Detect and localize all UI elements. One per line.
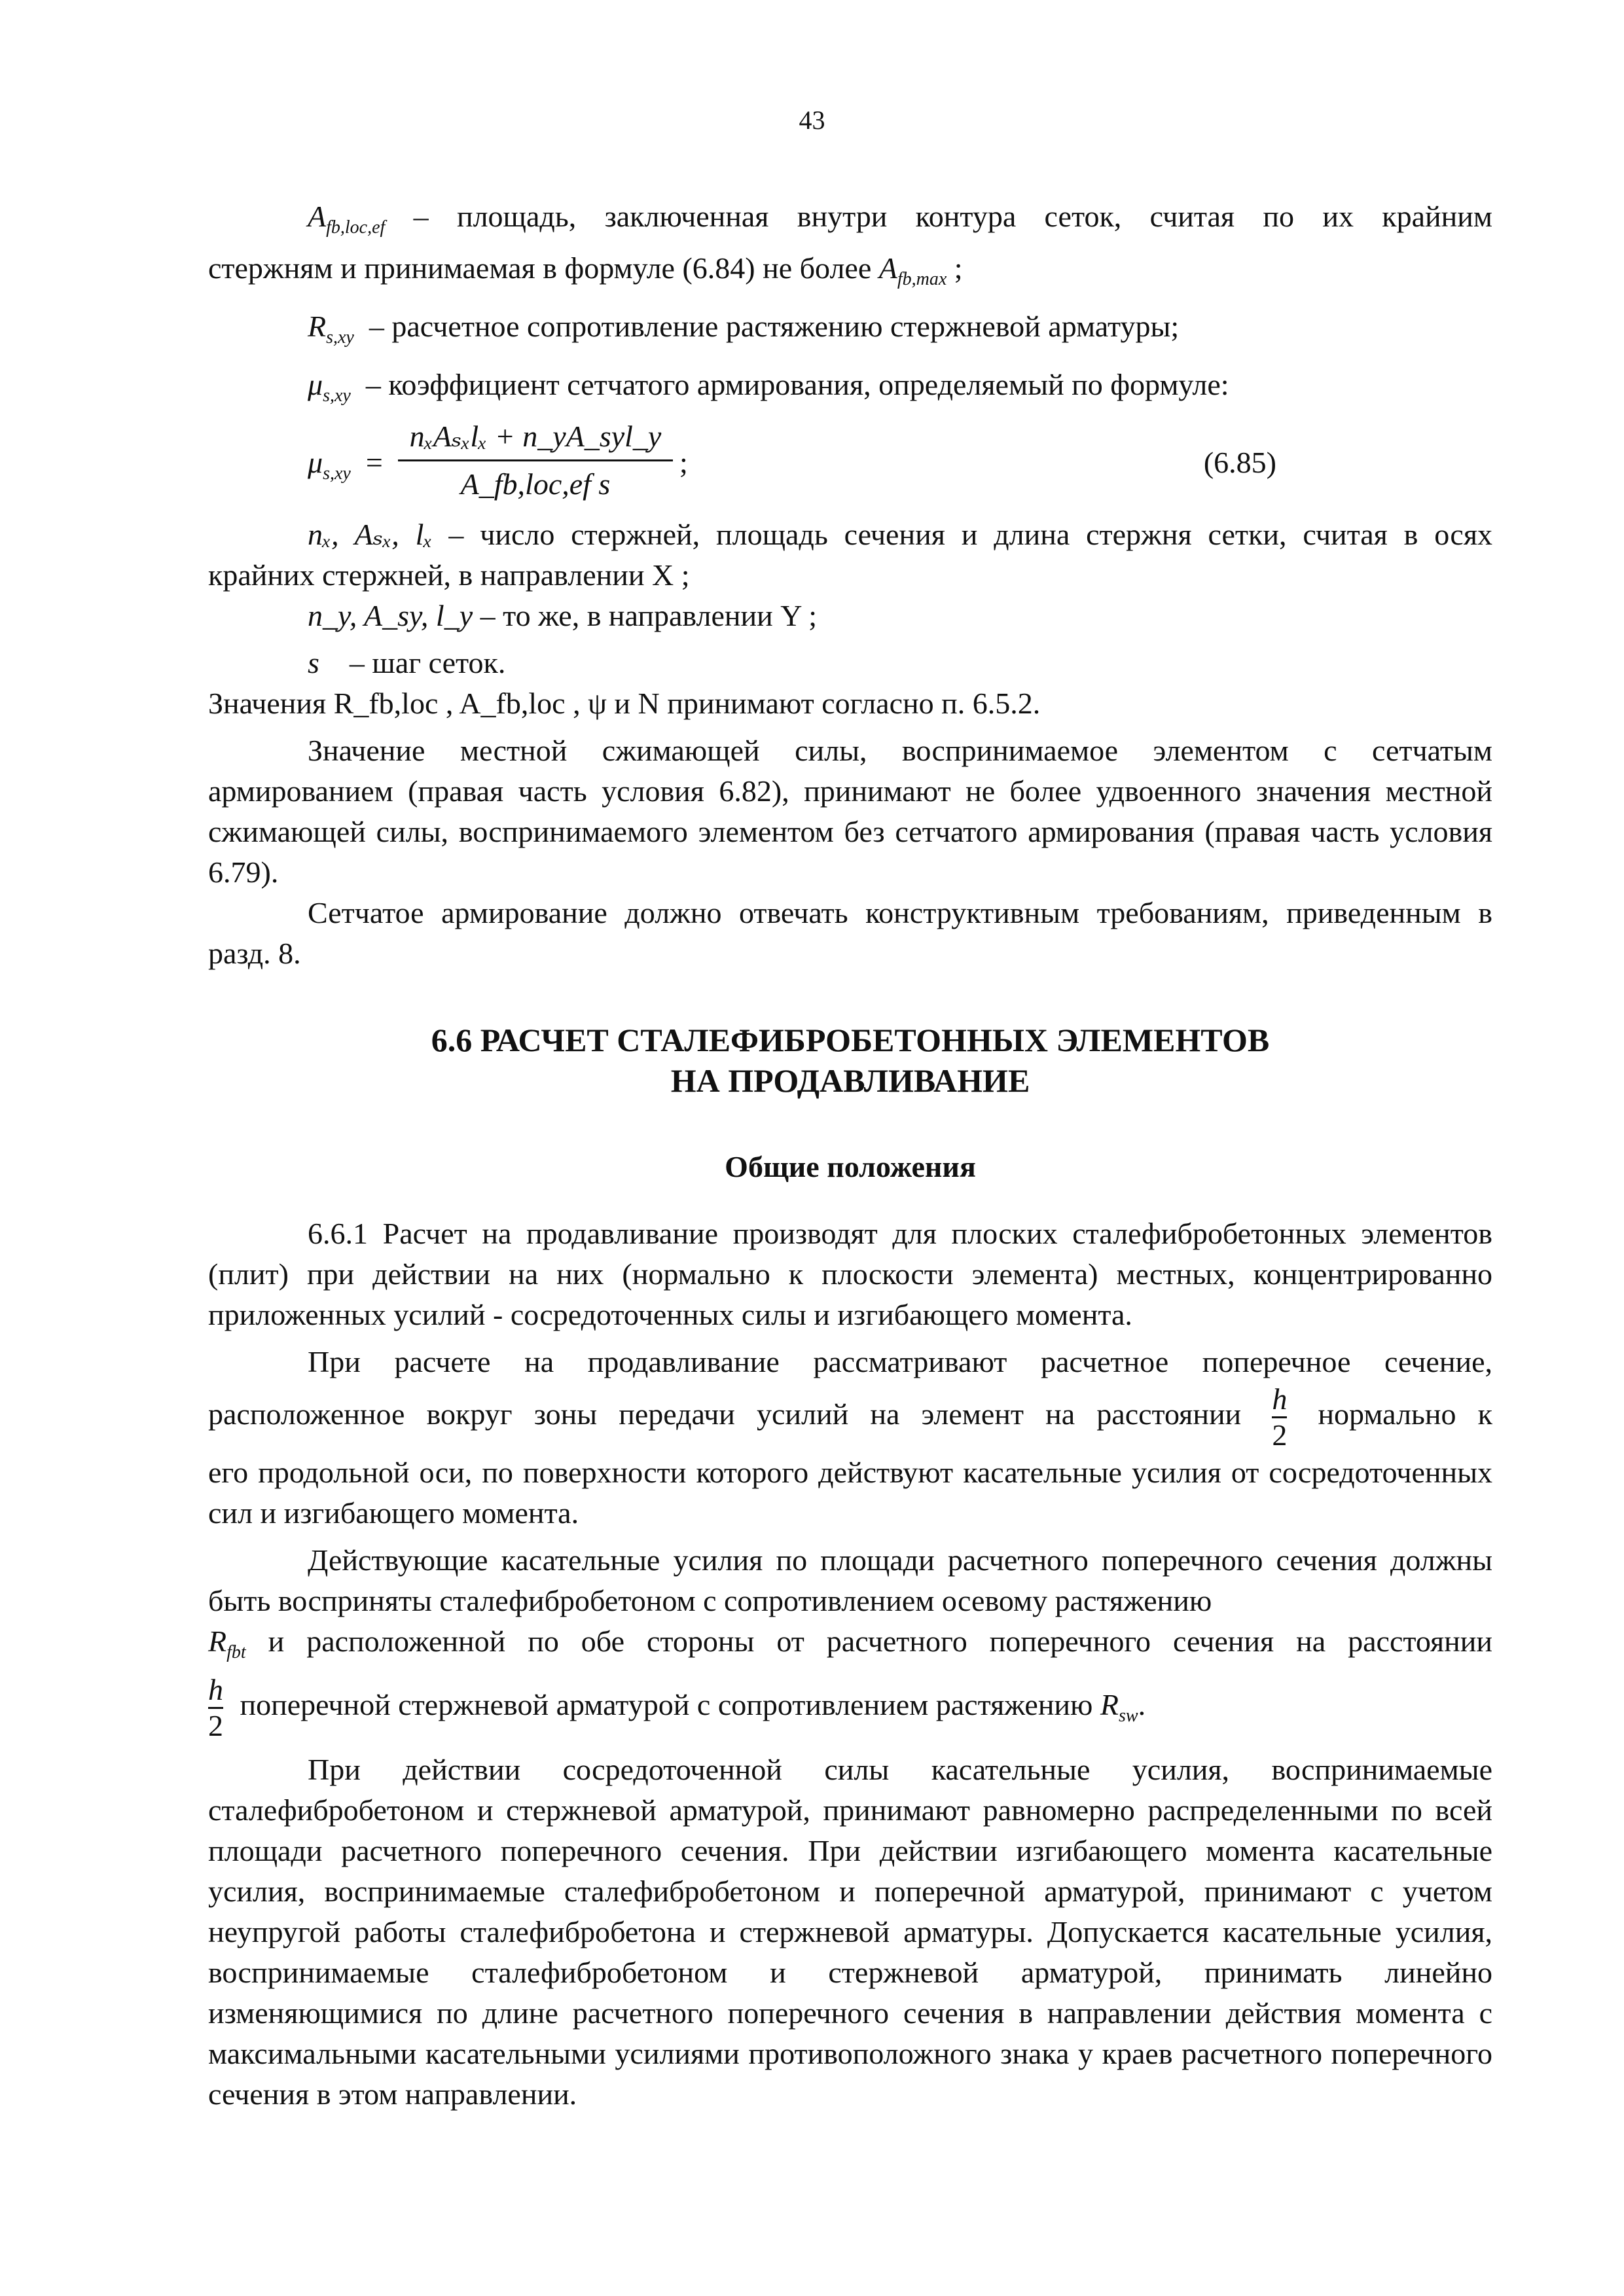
paragraph-calc-section-rest: его продольной оси, по поверхности которого действуют касательные усилия от сосредоточенных сил и изгибающего момента.: [208, 1456, 1493, 1530]
fraction-h-over-2: $\frac{h}{2}$: [208, 1673, 223, 1742]
page-number: 43: [799, 105, 825, 135]
paragraph-calc-section-line1: При расчете на продавливание рассматривают расчетное поперечное сечение,: [308, 1345, 1492, 1378]
equation-number: (6.85): [1203, 446, 1276, 479]
definition-text: – площадь, заключенная внутри контура сеток, считая по их крайним: [413, 200, 1493, 233]
paragraph-shear-rsw-line: $\frac{h}{2}$ поперечной стержневой арматурой с сопротивлением растяжению $R_{sw}$.: [208, 1673, 1146, 1742]
definition-s: s – шаг сеток.: [308, 646, 506, 679]
formula-6-85: $\mu_{s,xy}$ = nₓAₛₓlₓ + n_yA_syl_y A_fb,loc,ef s ; (6.85): [208, 416, 1492, 514]
values-line: Значения R_fb,loc , A_fb,loc , ψ и N принимают согласно п. 6.5.2.: [208, 687, 1041, 720]
formula-fraction: [398, 416, 673, 505]
formula-denominator: A_fb,loc,ef s: [460, 467, 611, 501]
paragraph-6-6-1: 6.6.1 Расчет на продавливание производят для плоских сталефибробетонных элементов (плит) при действии на них (нормально к плоскости элемента) местных, концентрированно приложенных усилий - сосредоточенных силы и изгибающего момента.: [208, 1217, 1493, 1331]
symbol-afb-loc-ef: A: [308, 200, 327, 233]
definition-nx-continuation: крайних стержней, в направлении X ;: [208, 558, 690, 592]
paragraph-local-force: Значение местной сжимающей силы, воспринимаемое элементом с сетчатым армированием (правая часть условия 6.82), принимают не более удвоенного значения местной сжимающей силы, воспринимаемого элементом без сетчатого армирования (правая часть условия 6.79).: [208, 734, 1492, 889]
formula-lhs: $\mu_{s,xy}$ =: [308, 446, 383, 484]
subsection-title: Общие положения: [725, 1150, 976, 1183]
fraction-h-over-2: $\frac{h}{2}$: [1272, 1382, 1288, 1452]
definition-rsxy: $R_{s,xy}$ – расчетное сопротивление растяжению стержневой арматуры;: [308, 310, 1180, 348]
page-body: [208, 196, 1492, 2115]
paragraph-shear-rfbt-line: $R_{fbt}$ и расположенной по обе стороны от расчетного поперечного сечения на расстоянии: [208, 1624, 1492, 1662]
definition-musxy: $\mu_{s,xy}$ – коэффициент сетчатого армирования, определяемый по формуле:: [308, 368, 1229, 406]
section-title: 6.6 РАСЧЕТ СТАЛЕФИБРОБЕТОННЫХ ЭЛЕМЕНТОВ НА ПРОДАВЛИВАНИЕ: [431, 1022, 1270, 1099]
definition-ny: n_y, A_sy, l_y – то же, в направлении Y ;: [308, 599, 818, 632]
fraction-bar: [398, 459, 673, 461]
paragraph-shear-forces: Действующие касательные усилия по площади расчетного поперечного сечения должны быть восприняты сталефибробетоном с сопротивлением осевому растяжению: [208, 1543, 1492, 1617]
paragraph-concentrated-force: При действии сосредоточенной силы касательные усилия, воспринимаемые сталефибробетоном и стержневой арматурой, принимают равномерно распределенными по всей площади расчетного поперечного сечения. При действии изгибающего момента касательные усилия, воспринимаемые сталефибробетоном и поперечной арматурой, принимают с учетом неупругой работы сталефибробетона и стержневой арматуры. Допускается касательные усилия, воспринимаемые сталефибробетоном и стержневой арматурой, принимать линейно изменяющимися по длине расчетного поперечного сечения в направлении действия момента с максимальными касательными усилиями противоположного знака у краев расчетного поперечного сечения в этом направлении.: [208, 1753, 1493, 2111]
definition-afb-loc-ef: $A_{fb,loc,ef}$ – площадь, заключенная внутри контура сеток, считая по их крайним: [308, 200, 1493, 238]
definition-continuation: стержням и принимаемая в формуле (6.84) не более $A_{fb,max}$ ;: [208, 251, 963, 289]
definition-nx: nₓ, Aₛₓ, lₓ – число стержней, площадь сечения и длина стержня сетки, считая в осях: [308, 518, 1492, 551]
paragraph-mesh-requirements: Сетчатое армирование должно отвечать конструктивным требованиям, приведенным в разд. 8.: [208, 896, 1492, 970]
formula-numerator: nₓAₛₓlₓ + n_yA_syl_y: [409, 420, 662, 453]
paragraph-calc-section-line2: расположенное вокруг зоны передачи усилий на элемент на расстоянии $\frac{h}{2}$ нормально к: [208, 1382, 1492, 1452]
